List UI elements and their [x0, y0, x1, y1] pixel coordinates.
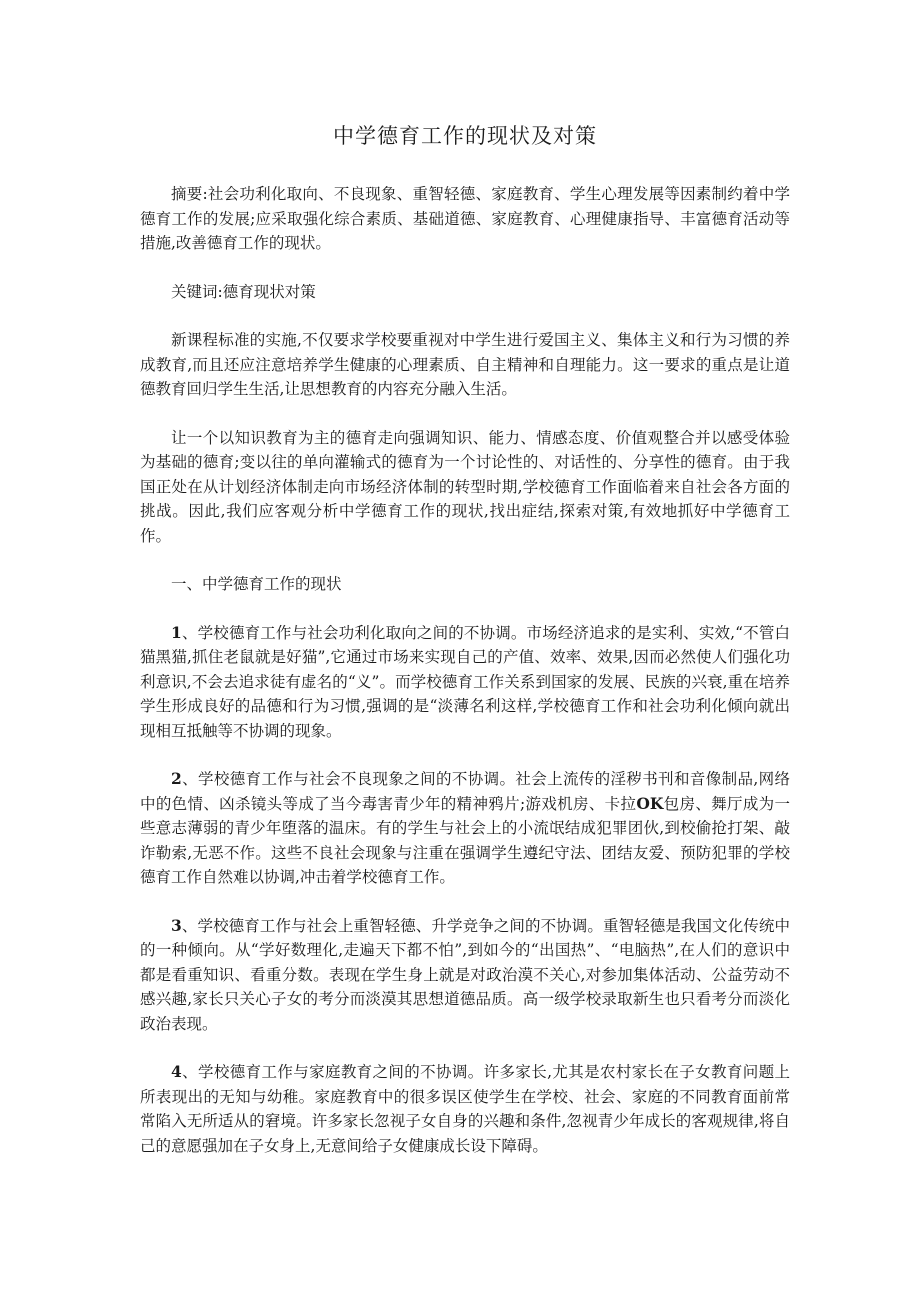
item-bold-term: OK	[636, 793, 664, 813]
item-text: 、学校德育工作与社会不良现象之间的不协调。社会上流传的淫秽书刊和音像制品,网络中的色情、凶杀镜头等成了当今毒害青少年的精神鸦片;游戏机房、卡拉	[140, 770, 790, 813]
keywords-line: 关键词:德育现状对策	[171, 282, 316, 301]
item-text: 、学校德育工作与家庭教育之间的不协调。许多家长,尤其是农村家长在子女教育问题上所表现出的无知与幼稚。家庭教育中的很多误区使学生在学校、社会、家庭的不同教育面前常常陷入无所适从的窘境。许多家长忽视子女自身的兴趣和条件,忽视青少年成长的客观规律,将自己的意愿强加在子女身上,无意间给子女健康成长设下障碍。	[140, 1063, 790, 1155]
abstract-paragraph: 摘要:社会功利化取向、不良现象、重智轻德、家庭教育、学生心理发展等因素制约着中学德育工作的发展;应采取强化综合素质、基础道德、家庭教育、心理健康指导、丰富德育活动等措施,改善德育工作的现状。	[140, 185, 790, 252]
item-number: 1	[171, 622, 182, 642]
item-text: 、学校德育工作与社会上重智轻德、升学竞争之间的不协调。重智轻德是我国文化传统中的一种倾向。从“学好数理化,走遍天下都不怕”,到如今的“出国热”、“电脑热”,在人们的意识中都是看重知识、看重分数。表现在学生身上就是对政治漠不关心,对参加集体活动、公益劳动不感兴趣,家长只关心子女的考分而淡漠其思想道德品质。高一级学校录取新生也只看考分而淡化政治表现。	[140, 916, 790, 1033]
list-item-1	[140, 621, 790, 744]
section-heading-1: 一、中学德育工作的现状	[171, 575, 342, 593]
intro-paragraph-1: 新课程标准的实施,不仅要求学校要重视对中学生进行爱国主义、集体主义和行为习惯的养成教育,而且还应注意培养学生健康的心理素质、自主精神和自理能力。这一要求的重点是让道德教育回归学生生活,让思想教育的内容充分融入生活。	[140, 331, 790, 398]
document-page	[140, 120, 790, 1182]
item-number: 2	[171, 769, 182, 788]
item-number: 3	[171, 915, 182, 935]
list-item-2	[140, 767, 790, 890]
item-number: 4	[171, 1062, 182, 1081]
list-item-4	[140, 1060, 790, 1158]
list-item-3	[140, 914, 790, 1037]
item-text-continued: 包房、舞厅成为一些意志薄弱的青少年堕落的温床。有的学生与社会上的小流氓结成犯罪团伙,到校偷抢打架、敲诈勒索,无恶不作。这些不良社会现象与注重在强调学生遵纪守法、团结友爱、预防犯罪的学校德育工作自然难以协调,冲击着学校德育工作。	[140, 794, 790, 886]
intro-paragraph-2: 让一个以知识教育为主的德育走向强调知识、能力、情感态度、价值观整合并以感受体验为基础的德育;变以往的单向灌输式的德育为一个讨论性的、对话性的、分享性的德育。由于我国正处在从计划经济体制走向市场经济体制的转型时期,学校德育工作面临着来自社会各方面的挑战。因此,我们应客观分析中学德育工作的现状,找出症结,探索对策,有效地抓好中学德育工作。	[140, 428, 790, 545]
item-text: 、学校德育工作与社会功利化取向之间的不协调。市场经济追求的是实利、实效,“不管白猫黑猫,抓住老鼠就是好猫”,它通过市场来实现自己的产值、效率、效果,因而必然使人们强化功利意识,不会去追求徒有虚名的“义”。而学校德育工作关系到国家的发展、民族的兴衰,重在培养学生形成良好的品德和行为习惯,强调的是“淡薄名利这样,学校德育工作和社会功利化倾向就出现相互抵触等不协调的现象。	[140, 623, 790, 740]
document-title: 中学德育工作的现状及对策	[333, 124, 597, 148]
